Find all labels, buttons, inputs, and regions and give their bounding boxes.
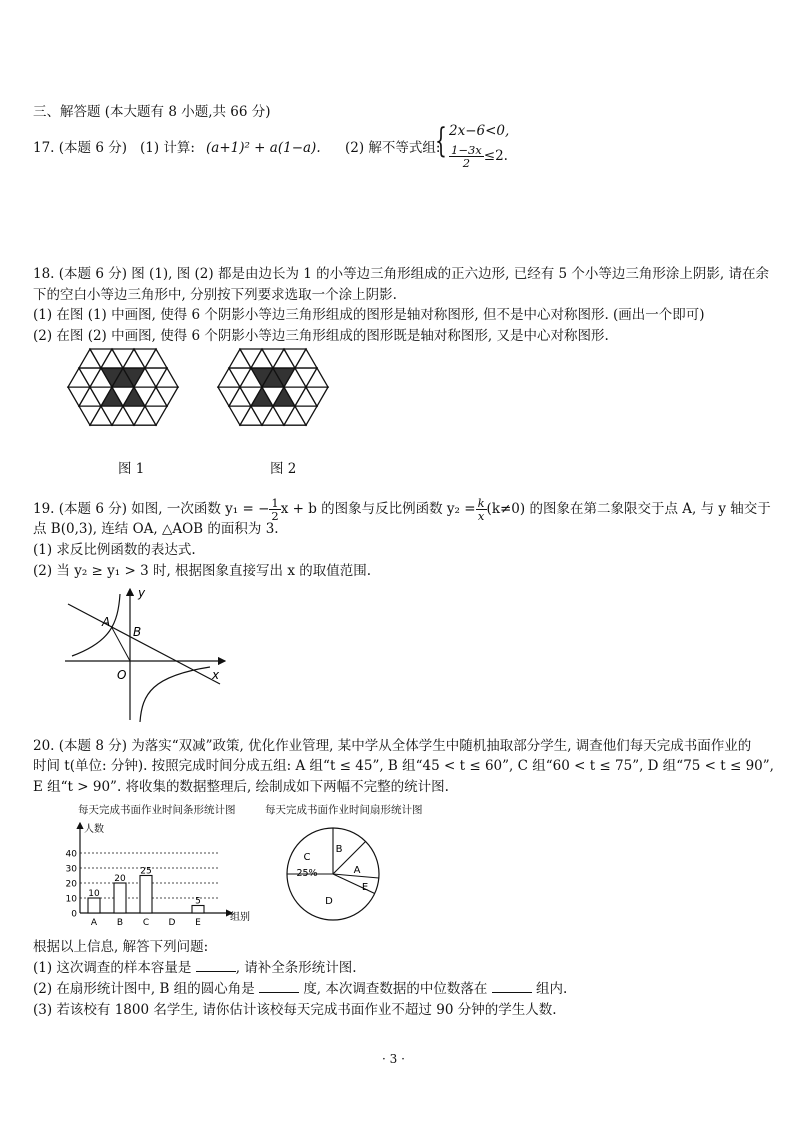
bar-category-label: B xyxy=(116,918,124,928)
bar-category-label: E xyxy=(195,918,201,928)
q17-fraction: $\frac{1-3x}{2}$ xyxy=(451,143,482,170)
q17-part1-label: (1) 计算: xyxy=(140,140,195,156)
pie-percent-label: 25% xyxy=(296,868,318,879)
figure-1-caption: 图 1 xyxy=(118,461,145,477)
q18-line-3: (1) 在图 (1) 中画图, 使得 6 个阴影小等边三角形组成的图形是轴对称图形, 但不是中心对称图形. (画出一个即可) xyxy=(33,307,705,323)
bar-chart-title: 每天完成书面作业时间条形统计图 xyxy=(78,804,236,816)
q20-questions-intro: 根据以上信息, 解答下列问题: xyxy=(33,939,209,955)
pie-slice-label: D xyxy=(325,896,333,907)
bar-category-label: C xyxy=(142,918,150,928)
hyperbola-branch-upper-left xyxy=(72,594,120,656)
pie-slice-label: B xyxy=(335,844,343,855)
function-graph xyxy=(60,584,235,724)
origin-label: O xyxy=(117,668,127,682)
system-brace: { xyxy=(435,121,447,161)
point-B-label: B xyxy=(133,625,142,639)
q19-line-1: 19. (本题 6 分) 如图, 一次函数 y₁ = − $\frac{1}{2}$ x + b 的图象与反比例函数 y₂ = $\frac{k}{x}$ (k≠0) 的图象在第二象限交于点 A, 与 y 轴交于 xyxy=(33,496,771,523)
pie-chart-title: 每天完成书面作业时间扇形统计图 xyxy=(265,804,423,816)
bar-y-tick-label: 30 xyxy=(65,864,77,875)
q17-inequality-1: 2x−6<0, xyxy=(449,123,510,139)
x-axis-label: x xyxy=(212,668,220,682)
bar xyxy=(114,883,126,913)
bar-y-tick-label: 20 xyxy=(65,879,77,890)
q17-part2-label: (2) 解不等式组: xyxy=(345,140,441,156)
answer-blank-3[interactable] xyxy=(492,980,532,993)
q17-part1-expr: (a+1)² + a(1−a). xyxy=(206,140,321,156)
q19-frac-half: $\frac{1}{2}$ xyxy=(271,496,279,523)
bar-category-label: D xyxy=(168,918,176,928)
pie-slice-label: A xyxy=(353,865,361,876)
q20-line-1: 20. (本题 8 分) 为落实“双减”政策, 优化作业管理, 某中学从全体学生中随机抽取部分学生, 调查他们每天完成书面作业的 xyxy=(33,738,752,754)
bar-y-axis-label: 人数 xyxy=(84,824,104,835)
q19-frac-k-over-x: $\frac{k}{x}$ xyxy=(477,496,485,523)
figure-2-caption: 图 2 xyxy=(270,461,297,477)
answer-blank-1[interactable] xyxy=(196,959,236,972)
q17-number: 17. (本题 6 分) xyxy=(33,140,127,156)
bar xyxy=(140,876,152,914)
point-A-label: A xyxy=(102,615,111,629)
bar xyxy=(88,898,100,913)
page-number: · 3 · xyxy=(382,1052,405,1066)
bar-data-label: 25 xyxy=(140,866,152,877)
pie-chart xyxy=(285,826,385,926)
bar-data-label: 10 xyxy=(88,889,100,899)
pie-slice-label: C xyxy=(303,852,311,863)
q17-inequality-2: $\frac{1-3x}{2}$ ≤2. xyxy=(451,143,508,170)
q19-line-3: (1) 求反比例函数的表达式. xyxy=(33,542,196,558)
bar-y-tick-label: 0 xyxy=(71,909,77,920)
bar-y-tick-label: 10 xyxy=(65,894,77,905)
hyperbola-branch-lower-right xyxy=(140,667,210,722)
bar-chart xyxy=(60,818,250,930)
hexagon-figure-1 xyxy=(66,346,202,458)
q20-ask-2: (2) 在扇形统计图中, B 组的圆心角是 度, 本次调查数据的中位数落在 组内. xyxy=(33,981,568,997)
bar-x-axis-label: 组别 xyxy=(230,912,250,923)
bar-y-tick-label: 40 xyxy=(65,849,77,860)
bar-data-label: 20 xyxy=(114,874,126,884)
q19-line-2: 点 B(0,3), 连结 OA, △AOB 的面积为 3. xyxy=(33,521,279,537)
answer-blank-2[interactable] xyxy=(259,980,299,993)
pie-slice-label: E xyxy=(361,882,369,893)
q19-line-4: (2) 当 y₂ ≥ y₁ > 3 时, 根据图象直接写出 x 的取值范围. xyxy=(33,563,372,579)
bar-data-label: 5 xyxy=(195,896,201,907)
q20-ask-3: (3) 若该校有 1800 名学生, 请你估计该校每天完成书面作业不超过 90 分钟的学生人数. xyxy=(33,1002,557,1018)
linear-function-line xyxy=(68,604,220,684)
y-axis-label: y xyxy=(138,586,146,600)
q18-line-1: 18. (本题 6 分) 图 (1), 图 (2) 都是由边长为 1 的小等边三角形组成的正六边形, 已经有 5 个小等边三角形涂上阴影, 请在余 xyxy=(33,266,769,282)
q20-line-2: 时间 t(单位: 分钟). 按照完成时间分成五组: A 组“t ≤ 45”, B 组“45 < t ≤ 60”, C 组“60 < t ≤ 75”, D 组“75 < t ≤ 90”, xyxy=(33,758,774,774)
q18-line-4: (2) 在图 (2) 中画图, 使得 6 个阴影小等边三角形组成的图形既是轴对称图形, 又是中心对称图形. xyxy=(33,328,609,344)
q18-line-2: 下的空白小等边三角形中, 分别按下列要求选取一个涂上阴影. xyxy=(33,287,397,303)
q20-ask-1: (1) 这次调查的样本容量是 , 请补全条形统计图. xyxy=(33,960,357,976)
bar-category-label: A xyxy=(90,918,98,928)
bar xyxy=(192,906,204,914)
q20-line-3: E 组“t > 90”. 将收集的数据整理后, 绘制成如下两幅不完整的统计图. xyxy=(33,779,449,795)
hexagon-figure-2 xyxy=(216,346,352,458)
section-header: 三、解答题 (本大题有 8 小题,共 66 分) xyxy=(33,104,271,120)
